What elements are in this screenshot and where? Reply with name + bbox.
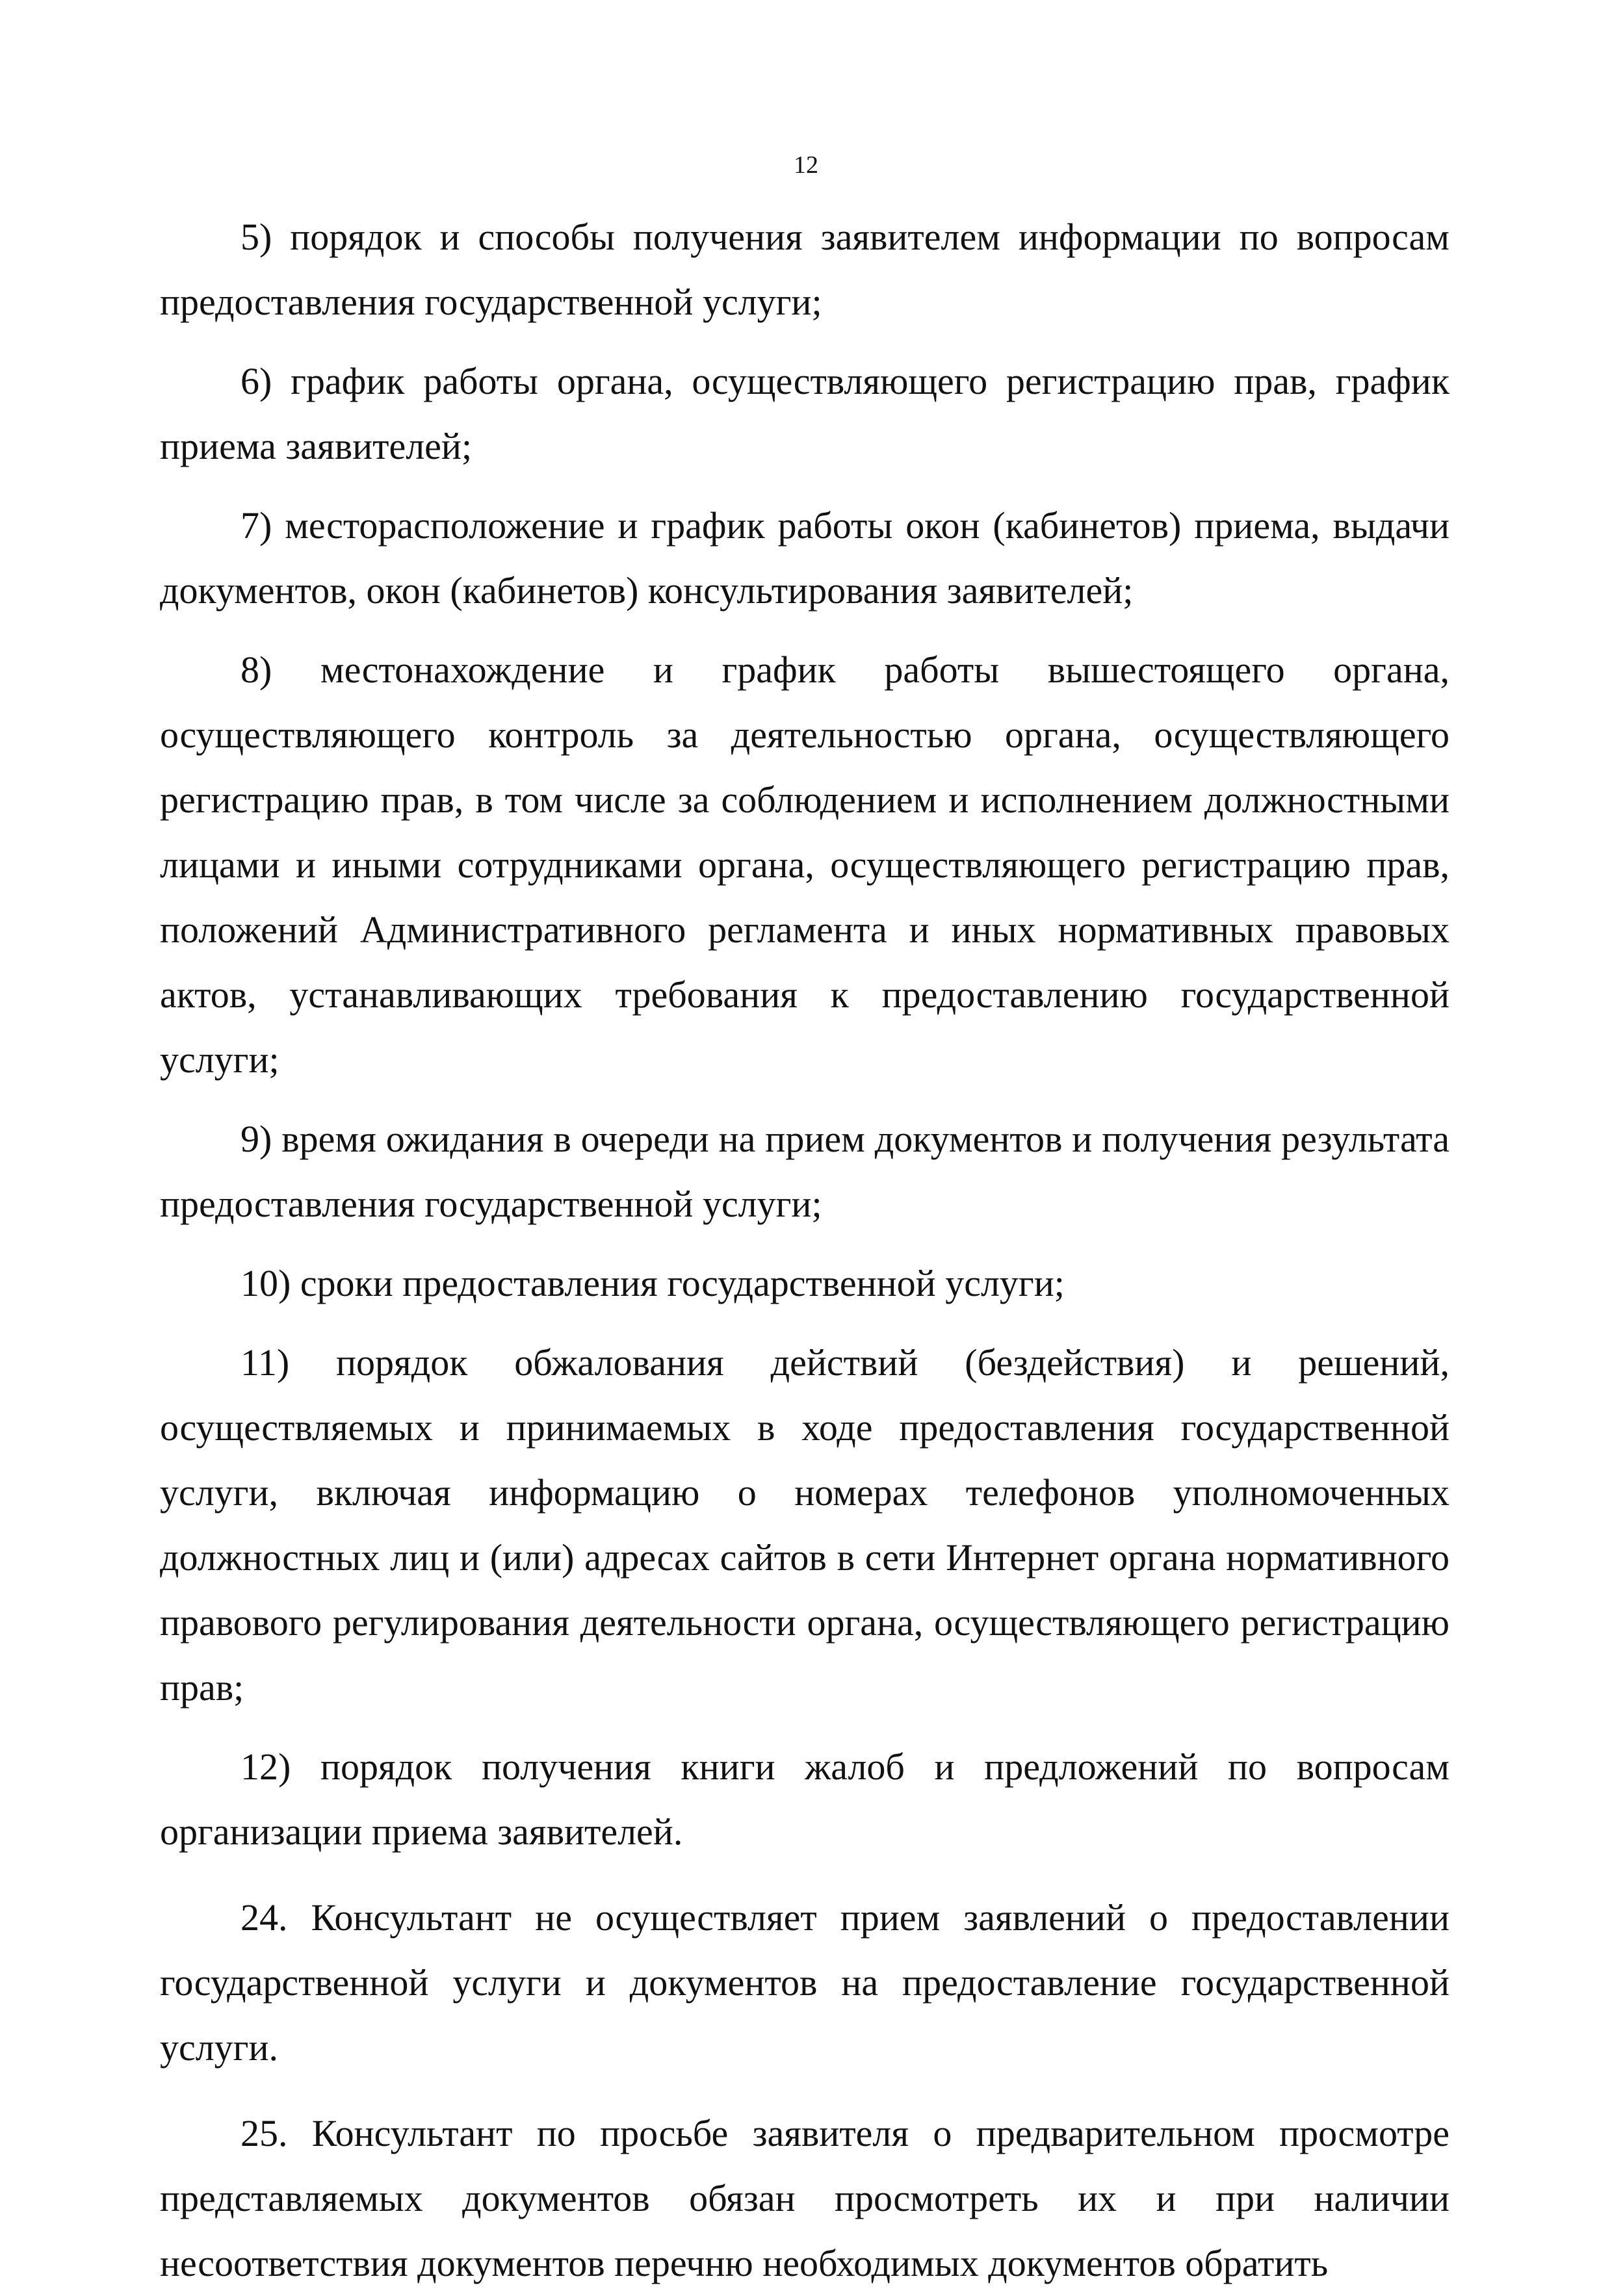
list-item-12: 12) порядок получения книги жалоб и предложений по вопросам организации приема заявителей. [160, 1746, 1450, 1853]
clause-24: 24. Консультант не осуществляет прием заявлений о предоставлении государственной услуги и документов на предоставление государственной услуги. [160, 1896, 1450, 2069]
list-item-11: 11) порядок обжалования действий (бездействия) и решений, осуществляемых и принимаемых в ходе предоставления государственной услуги, включая информацию о номерах телефонов уполномоченных должностных лиц и (или) адресах сайтов в сети Интернет органа нормативного правового регулирования деятельности органа, осуществляющего регистрацию прав; [160, 1341, 1450, 1709]
list-item-8: 8) местонахождение и график работы вышестоящего органа, осуществляющего контроль за деятельностью органа, осуществляющего регистрацию прав, в том числе за соблюдением и исполнением должностными лицами и иными сотрудниками органа, осуществляющего регистрацию прав, положений Административного регламента и иных нормативных правовых актов, устанавливающих требования к предоставлению государственной услуги; [160, 649, 1450, 1081]
list-item-7: 7) месторасположение и график работы окон (кабинетов) приема, выдачи документов, окон (кабинетов) консультирования заявителей; [160, 504, 1450, 612]
page-number: 12 [794, 151, 818, 179]
list-item-6: 6) график работы органа, осуществляющего регистрацию прав, график приема заявителей; [160, 360, 1450, 467]
list-item-5: 5) порядок и способы получения заявителем информации по вопросам предоставления государственной услуги; [160, 216, 1450, 323]
list-item-9: 9) время ожидания в очереди на прием документов и получения результата предоставления государственной услуги; [160, 1118, 1450, 1225]
document-body [160, 205, 1450, 2296]
clause-25: 25. Консультант по просьбе заявителя о предварительном просмотре представляемых документов обязан просмотреть их и при наличии несоответствия документов перечню необходимых документов обратить [160, 2112, 1450, 2284]
list-item-10: 10) сроки предоставления государственной услуги; [240, 1262, 1065, 1304]
